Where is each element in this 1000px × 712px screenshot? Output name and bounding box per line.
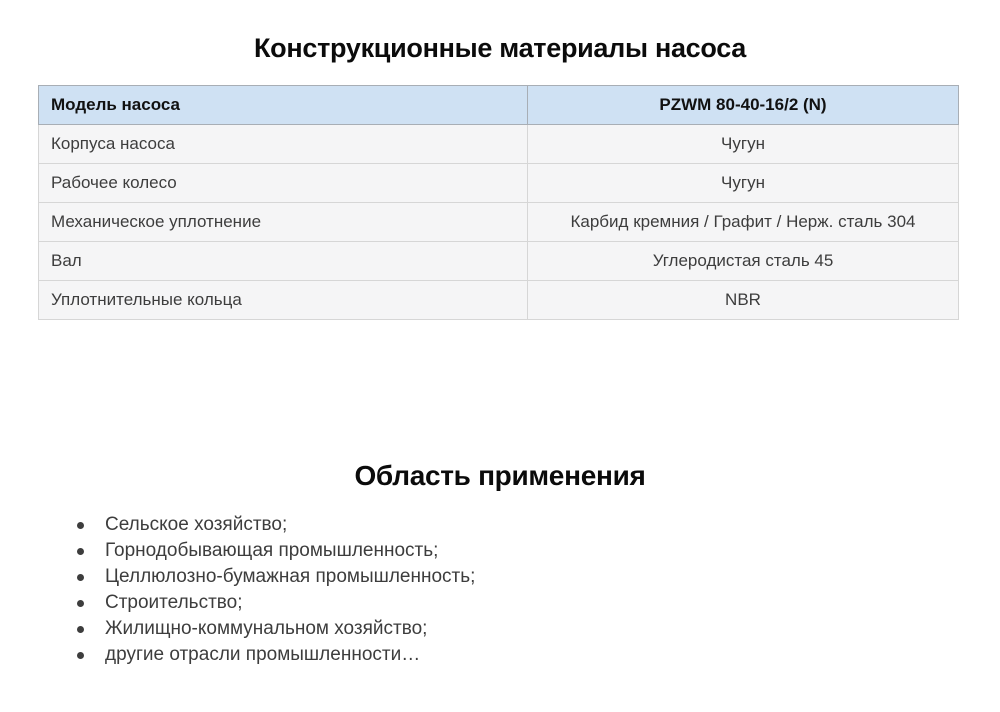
table-row bbox=[39, 281, 959, 320]
list-item bbox=[77, 512, 1000, 538]
applications-title: Область применения bbox=[354, 460, 646, 491]
list-item bbox=[77, 642, 1000, 668]
bullet-icon bbox=[77, 548, 84, 555]
row-label-cell: Механическое уплотнение bbox=[39, 203, 528, 242]
materials-title: Конструкционные материалы насоса bbox=[254, 33, 746, 63]
row-label-cell: Рабочее колесо bbox=[39, 164, 528, 203]
applications-list bbox=[0, 512, 1000, 668]
row-value-cell: NBR bbox=[528, 281, 959, 320]
table-row bbox=[39, 203, 959, 242]
bullet-icon bbox=[77, 574, 84, 581]
bullet-icon bbox=[77, 652, 84, 659]
row-value-cell: Чугун bbox=[528, 125, 959, 164]
row-label-cell: Вал bbox=[39, 242, 528, 281]
list-item bbox=[77, 538, 1000, 564]
list-item-text: Строительство; bbox=[105, 592, 243, 613]
materials-table bbox=[38, 85, 959, 320]
list-item-text: Горнодобывающая промышленность; bbox=[105, 540, 439, 561]
header-value-cell: PZWM 80-40-16/2 (N) bbox=[528, 86, 959, 125]
list-item bbox=[77, 590, 1000, 616]
list-item-text: другие отрасли промышленности… bbox=[105, 644, 421, 665]
bullet-icon bbox=[77, 522, 84, 529]
list-item-text: Сельское хозяйство; bbox=[105, 514, 288, 535]
list-item bbox=[77, 616, 1000, 642]
list-item-text: Целлюлозно-бумажная промышленность; bbox=[105, 566, 476, 587]
row-value-cell: Углеродистая сталь 45 bbox=[528, 242, 959, 281]
header-label-cell: Модель насоса bbox=[39, 86, 528, 125]
table-header-row bbox=[39, 86, 959, 125]
row-value-cell: Карбид кремния / Графит / Нерж. сталь 304 bbox=[528, 203, 959, 242]
row-label-cell: Корпуса насоса bbox=[39, 125, 528, 164]
materials-table-body bbox=[39, 125, 959, 320]
row-value-cell: Чугун bbox=[528, 164, 959, 203]
list-item bbox=[77, 564, 1000, 590]
bullet-icon bbox=[77, 626, 84, 633]
bullet-icon bbox=[77, 600, 84, 607]
table-row bbox=[39, 242, 959, 281]
list-item-text: Жилищно-коммунальном хозяйство; bbox=[105, 618, 428, 639]
table-row bbox=[39, 125, 959, 164]
table-row bbox=[39, 164, 959, 203]
row-label-cell: Уплотнительные кольца bbox=[39, 281, 528, 320]
